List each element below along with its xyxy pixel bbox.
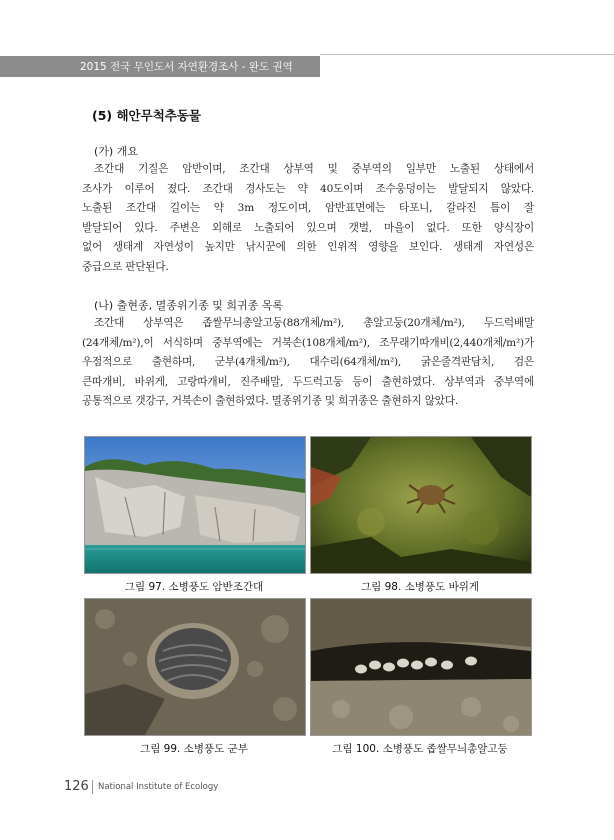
figure-caption: 그림 99. 소병풍도 군부 bbox=[140, 743, 248, 755]
species-line: 조간대 상부역은 좁쌀무늬총알고둥(88개체/m²), 총알고둥(20개체/m²), 두드럭배말 bbox=[94, 317, 534, 329]
overview-line: 없어 생태계 자연성이 높지만 낚시꾼에 의한 인위적 영향을 보인다. 생태계 자연성은 bbox=[82, 241, 534, 253]
figure-caption: 그림 100. 소병풍도 좁쌀무늬총알고둥 bbox=[332, 743, 508, 755]
species-paragraph bbox=[82, 314, 534, 412]
overview-line: 중급으로 판단된다. bbox=[82, 260, 169, 273]
page-number: 126 bbox=[64, 779, 89, 794]
species-line: 공통적으로 갯강구, 거북손이 출현하였다. 멸종위기종 및 희귀종은 출현하지 않았다. bbox=[82, 395, 458, 407]
footer-organization: National Institute of Ecology bbox=[98, 782, 219, 792]
photo-chiton bbox=[84, 598, 306, 736]
photo-periwinkle bbox=[310, 598, 532, 736]
species-line: 큰따개비, 바위게, 고랑따개비, 진주배말, 두드럭고둥 등이 출현하였다. 상부역과 중부역에 bbox=[82, 375, 534, 388]
overview-heading: (가) 개요 bbox=[94, 145, 138, 158]
section-title: (5) 해안무척추동물 bbox=[92, 108, 202, 123]
photo-rock-crab bbox=[310, 436, 532, 574]
running-header: 2015 전국 무인도서 자연환경조사 - 완도 권역 bbox=[80, 61, 293, 73]
figure-caption: 그림 97. 소병풍도 암반조간대 bbox=[124, 581, 264, 593]
overview-line: 조간대 기질은 암반이며, 조간대 상부역 및 중부역의 일부만 노출된 상태에서 bbox=[94, 163, 534, 175]
species-line: (24개체/m²),이 서식하며 중부역에는 거북손(108개체/m²), 조무래기따개비(2,440개체/m²)가 bbox=[82, 336, 534, 349]
figure-caption: 그림 98. 소병풍도 바위게 bbox=[361, 581, 479, 593]
overview-line: 조사가 이루어 졌다. 조간대 경사도는 약 40도이며 조수웅덩이는 발달되지 않았다. bbox=[82, 182, 534, 195]
overview-line: 발달되어 있다. 주변은 외해로 노출되어 있으며 갯벌, 마을이 없다. 또한 양식장이 bbox=[82, 221, 534, 234]
overview-line: 노출된 조간대 길이는 약 3m 정도이며, 암반표면에는 타포니, 갈라진 틈이 잘 bbox=[82, 202, 534, 214]
header-rule bbox=[320, 54, 614, 55]
species-line: 우점적으로 출현하며, 군부(4개체/m²), 대수리(64개체/m²), 굵은줄격판담치, 검은 bbox=[82, 356, 534, 368]
overview-paragraph bbox=[82, 160, 534, 277]
species-heading: (나) 출현종, 멸종위기종 및 희귀종 목록 bbox=[94, 299, 283, 312]
photo-rocky-intertidal bbox=[84, 436, 306, 574]
footer-divider bbox=[92, 780, 93, 794]
